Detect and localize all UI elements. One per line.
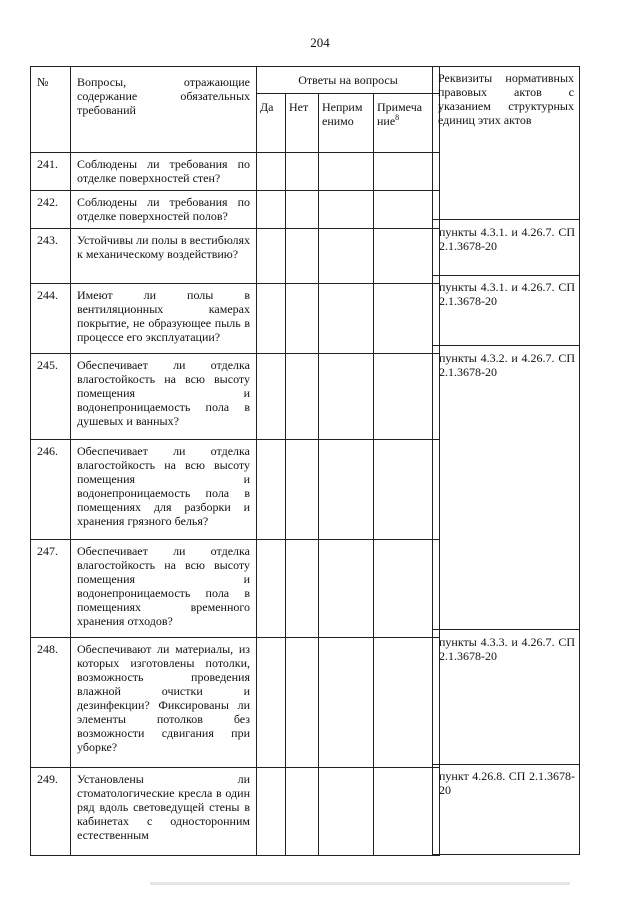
answer-na-cell[interactable] xyxy=(319,229,374,284)
answer-yes-cell[interactable] xyxy=(257,284,286,354)
requisite-note: пункты 4.3.2. и 4.26.7. СП 2.1.3678-20 xyxy=(439,351,575,379)
row-question: Имеют ли полы в вентиляционных камерах покрытие, не образующее пыль в процессе его эксплуатации? xyxy=(71,284,257,354)
header-yes: Да xyxy=(257,94,286,153)
row-question: Соблюдены ли требования по отделке поверхностей полов? xyxy=(71,191,257,229)
header-no: Нет xyxy=(286,94,319,153)
footnote-marker: 8 xyxy=(395,113,400,122)
answer-na-cell[interactable] xyxy=(319,638,374,768)
row-question: Обеспечивают ли материалы, из которых изготовлены потолки, возможность проведения влажной очистки и дезинфекции? Фиксированы ли элементы потолков без возможности сдвигания при уборке? xyxy=(71,638,257,768)
row-question: Устойчивы ли полы в вестибюлях к механическому воздействию? xyxy=(71,229,257,284)
answer-yes-cell[interactable] xyxy=(257,354,286,440)
answer-no-cell[interactable] xyxy=(286,153,319,191)
row-question: Обеспечивает ли отделка влагостойкость на всю высоту помещения и водонепроницаемость пола в помещениях временного хранения отходов? xyxy=(71,540,257,638)
header-requisites: Реквизиты нормативных правовых актов с указанием структурных единиц этих актов xyxy=(438,71,574,127)
table-row xyxy=(31,153,440,191)
answer-yes-cell[interactable] xyxy=(257,229,286,284)
row-number: 242. xyxy=(31,191,71,229)
table-row xyxy=(31,440,440,540)
answer-note-cell[interactable] xyxy=(374,638,440,768)
table-row xyxy=(31,229,440,284)
table-row xyxy=(31,638,440,768)
answer-note-cell[interactable] xyxy=(374,229,440,284)
table-row xyxy=(31,540,440,638)
header-not-applicable: Неприм енимо xyxy=(319,94,374,153)
requisite-note: пункты 4.3.3. и 4.26.7. СП 2.1.3678-20 xyxy=(439,635,575,663)
requisite-note: пункты 4.3.1. и 4.26.7. СП 2.1.3678-20 xyxy=(439,225,575,253)
checklist-table xyxy=(30,66,440,856)
answer-no-cell[interactable] xyxy=(286,354,319,440)
row-number: 246. xyxy=(31,440,71,540)
table-row xyxy=(31,191,440,229)
answer-note-cell[interactable] xyxy=(374,354,440,440)
row-number: 241. xyxy=(31,153,71,191)
row-question: Соблюдены ли требования по отделке поверхностей стен? xyxy=(71,153,257,191)
answer-na-cell[interactable] xyxy=(319,768,374,856)
header-num: № xyxy=(31,67,71,153)
row-number: 244. xyxy=(31,284,71,354)
requisite-note: пункт 4.26.8. СП 2.1.3678-20 xyxy=(439,769,575,797)
header-questions: Вопросы, отражающие содержание обязательных требований xyxy=(71,67,257,153)
requisites-column xyxy=(432,66,580,855)
answer-yes-cell[interactable] xyxy=(257,191,286,229)
answer-note-cell[interactable] xyxy=(374,440,440,540)
answer-na-cell[interactable] xyxy=(319,354,374,440)
answer-no-cell[interactable] xyxy=(286,768,319,856)
answer-note-cell[interactable] xyxy=(374,540,440,638)
answer-note-cell[interactable] xyxy=(374,284,440,354)
row-divider xyxy=(433,629,579,630)
header-answers: Ответы на вопросы xyxy=(257,67,440,94)
answer-no-cell[interactable] xyxy=(286,191,319,229)
answer-no-cell[interactable] xyxy=(286,540,319,638)
row-question: Установлены ли стоматологические кресла в один ряд вдоль световедущей стены в кабинетах с односторонним естественным xyxy=(71,768,257,856)
row-number: 248. xyxy=(31,638,71,768)
row-number: 243. xyxy=(31,229,71,284)
row-divider xyxy=(433,345,579,346)
answer-note-cell[interactable] xyxy=(374,153,440,191)
row-divider xyxy=(433,764,579,765)
scan-artifact xyxy=(150,882,570,885)
answer-yes-cell[interactable] xyxy=(257,638,286,768)
answer-note-cell[interactable] xyxy=(374,191,440,229)
row-number: 245. xyxy=(31,354,71,440)
requisite-note: пункты 4.3.1. и 4.26.7. СП 2.1.3678-20 xyxy=(439,280,575,308)
answer-note-cell[interactable] xyxy=(374,768,440,856)
answer-yes-cell[interactable] xyxy=(257,540,286,638)
answer-na-cell[interactable] xyxy=(319,153,374,191)
row-question: Обеспечивает ли отделка влагостойкость на всю высоту помещения и водонепроницаемость пола в помещениях для разборки и хранения грязного белья? xyxy=(71,440,257,540)
row-number: 247. xyxy=(31,540,71,638)
answer-no-cell[interactable] xyxy=(286,638,319,768)
page-number: 204 xyxy=(310,35,330,50)
answer-na-cell[interactable] xyxy=(319,540,374,638)
table-row xyxy=(31,768,440,856)
table-row xyxy=(31,354,440,440)
answer-yes-cell[interactable] xyxy=(257,153,286,191)
table-row xyxy=(31,284,440,354)
row-divider xyxy=(433,275,579,276)
row-number: 249. xyxy=(31,768,71,856)
answer-na-cell[interactable] xyxy=(319,191,374,229)
row-divider xyxy=(433,219,579,220)
answer-yes-cell[interactable] xyxy=(257,440,286,540)
answer-na-cell[interactable] xyxy=(319,284,374,354)
header-note: Примеча ние$^8$ xyxy=(374,94,440,153)
row-question: Обеспечивает ли отделка влагостойкость на всю высоту помещения и водонепроницаемость пола в душевых и ванных? xyxy=(71,354,257,440)
answer-no-cell[interactable] xyxy=(286,440,319,540)
answer-na-cell[interactable] xyxy=(319,440,374,540)
answer-no-cell[interactable] xyxy=(286,229,319,284)
answer-no-cell[interactable] xyxy=(286,284,319,354)
answer-yes-cell[interactable] xyxy=(257,768,286,856)
